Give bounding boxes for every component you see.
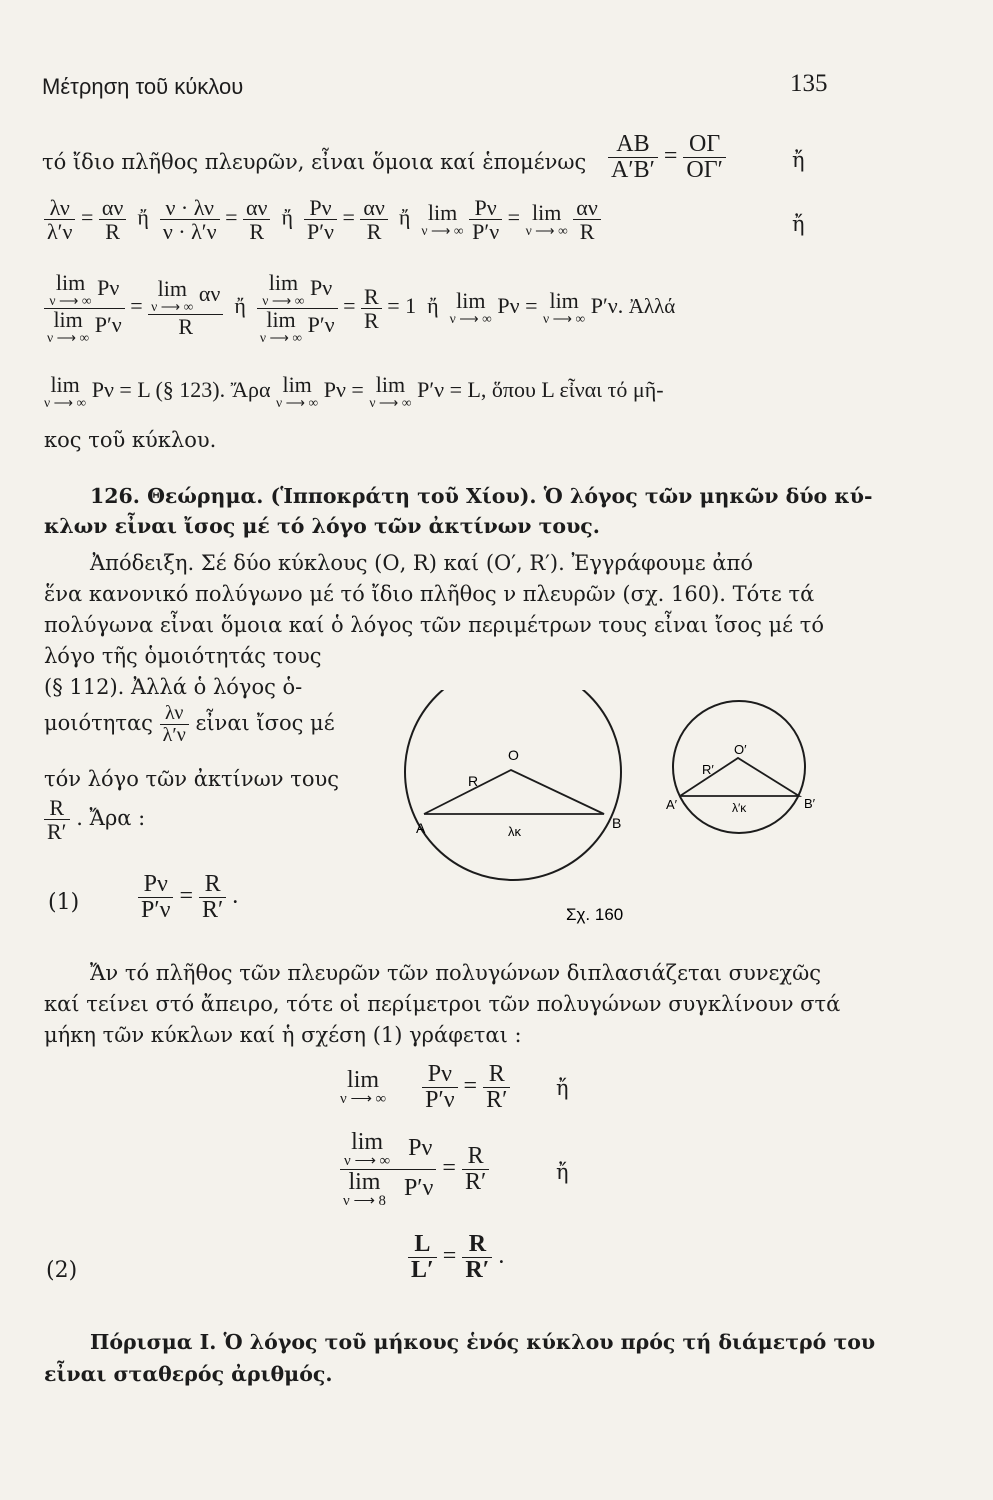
equation-3 <box>340 1062 510 1113</box>
frac-den: R <box>366 219 382 245</box>
chord-triangle <box>424 770 604 814</box>
lim-word: lim <box>456 288 486 314</box>
p-nu: Pν <box>497 293 520 319</box>
or-word: ἤ <box>792 212 805 236</box>
frac-den: P′ν <box>307 311 335 337</box>
frac-num: Pν <box>97 274 120 300</box>
text-line-5: κος τοῦ κύκλου. <box>44 428 217 452</box>
limit-arrow: ν ⟶ ∞ <box>151 299 194 315</box>
page-number: 135 <box>790 70 828 97</box>
frac-den: P′ν <box>94 311 122 337</box>
frac-den: R <box>178 313 194 339</box>
text-line-1 <box>42 150 586 174</box>
frac-den: R′ <box>486 1087 508 1114</box>
frac-num: αν <box>576 195 598 220</box>
frac-den: P′ν <box>403 1174 434 1201</box>
label-o-prime: O′ <box>734 742 747 757</box>
frac-den: R <box>105 219 120 245</box>
frac-num: AB <box>616 131 650 157</box>
frac-den: λ′ν <box>162 724 186 746</box>
para2-line-1: Ἄν τό πλῆθος τῶν πλευρῶν τῶν πολυγώνων διπλασιάζεται συνεχῶς <box>90 961 822 985</box>
theorem-heading: 126. Θεώρημα. (Ἱπποκράτη τοῦ Χίου). Ὁ λόγος τῶν μηκῶν δύο κύ- <box>90 484 873 508</box>
frac-num: R <box>204 871 221 897</box>
lim-word: lim <box>532 199 562 225</box>
proof-line-1: Ἀπόδειξη. Σέ δύο κύκλους (Ο, R) καί (Ο′, R′). Ἐγγράφουμε ἀπό <box>90 551 753 575</box>
frac-den: R′ <box>464 1168 487 1195</box>
frac-num: ν · λν <box>165 195 214 220</box>
frac-den: L′ <box>411 1257 434 1284</box>
proof-line-3: πολύγωνα εἶναι ὅμοια καί ὁ λόγος τῶν περιμέτρων τους εἶναι ἴσος μέ τό <box>44 613 824 637</box>
running-header-title: Μέτρηση τοῦ κύκλου <box>42 74 244 99</box>
label-r-prime: R′ <box>702 762 714 777</box>
theorem-heading-cont: κλων εἶναι ἴσος μέ τό λόγο τῶν ἀκτίνων τους. <box>44 514 600 538</box>
equals-one: = 1 <box>387 293 417 319</box>
proof-line-6 <box>44 703 335 746</box>
or-word: ἤ <box>281 204 293 230</box>
limit-arrow: ν ⟶ ∞ <box>525 222 568 238</box>
lim-word: lim <box>427 199 458 225</box>
equals-sign: = <box>507 204 521 230</box>
line-4-text-b: Pν = <box>323 376 364 402</box>
equation-2 <box>408 1232 504 1283</box>
para2-line-3: μήκη τῶν κύκλων καί ἡ σχέση (1) γράφεται : <box>44 1023 522 1047</box>
line-4-text-a: Pν = L (§ 123). Ἄρα <box>91 376 271 402</box>
frac-num: Pν <box>309 195 332 220</box>
equals-sign: = <box>80 204 94 230</box>
frac-num: R <box>49 795 65 820</box>
lim-word: lim <box>348 1168 381 1195</box>
period: . <box>498 1243 505 1270</box>
lim-word: lim <box>268 270 299 295</box>
frac-num: λν <box>165 702 184 724</box>
frac-num: Pν <box>474 195 497 220</box>
limit-arrow: ν ⟶ ∞ <box>344 1153 391 1169</box>
lim-word: lim <box>351 1129 384 1155</box>
limit-arrow: ν ⟶ ∞ <box>49 293 92 308</box>
frac-num: αν <box>245 195 268 220</box>
limit-arrow: ν ⟶ ∞ <box>259 329 303 345</box>
label-a: A <box>416 820 426 836</box>
equals-sign: = <box>343 293 356 319</box>
proof-line-5: (§ 112). Ἀλλά ὁ λόγος ὁ- <box>44 675 303 699</box>
limit-arrow: ν ⟶ ∞ <box>449 311 492 327</box>
label-o: O <box>508 747 519 763</box>
formula-line-4 <box>44 374 664 410</box>
frac-num: ΟΓ <box>689 131 721 157</box>
limit-arrow: ν ⟶ ∞ <box>262 293 305 308</box>
fraction-ab-over-ab-prime <box>608 132 726 183</box>
line-4-text-c: P′ν = L, ὅπου L εἶναι τό μῆ- <box>417 376 664 402</box>
lim-word: lim <box>375 372 406 397</box>
frac-den: R <box>579 219 595 245</box>
frac-den: ν · λ′ν <box>162 219 217 245</box>
chord-triangle-prime <box>680 758 799 796</box>
frac-num: Pν <box>310 274 333 300</box>
period: . <box>232 883 239 910</box>
frac-num: Pν <box>143 871 168 897</box>
p-prime-nu: P′ν <box>590 293 618 319</box>
equation-1-label: (1) <box>48 890 80 915</box>
or-word: ἤ <box>556 1160 569 1184</box>
corollary-line-2: εἶναι σταθερός ἀριθμός. <box>44 1362 333 1386</box>
frac-num: R <box>468 1231 487 1257</box>
formula-line-2 <box>44 196 601 243</box>
frac-den: P′ν <box>141 897 171 924</box>
lim-word: lim <box>50 372 80 397</box>
line-1-text: τό ἴδιο πλῆθος πλευρῶν, εἶναι ὅμοια καί ἑπομένως <box>42 150 587 174</box>
equals-sign: = <box>463 1073 478 1100</box>
or-word: ἤ <box>398 204 411 230</box>
or-word: ἤ <box>427 293 439 319</box>
equation-4 <box>340 1130 489 1209</box>
label-r: R <box>468 773 479 789</box>
lim-word: lim <box>55 270 86 295</box>
lim-word: lim <box>53 306 83 332</box>
frac-num: R <box>364 283 379 309</box>
equals-sign: = <box>525 293 538 319</box>
frac-num: L <box>414 1231 431 1257</box>
frac-num: αν <box>363 195 385 220</box>
or-word: ἤ <box>556 1076 569 1100</box>
limit-arrow: ν ⟶ ∞ <box>543 311 586 327</box>
limit-arrow: ν ⟶ 8 <box>343 1192 386 1209</box>
label-lambda-k-prime: λ′κ <box>732 801 747 815</box>
alla-word: Ἀλλά <box>628 294 676 319</box>
frac-den: R <box>249 219 265 245</box>
proof-line-8-text: . Ἄρα : <box>76 806 146 831</box>
frac-den: R′ <box>47 819 67 845</box>
equals-sign: = <box>179 883 193 910</box>
frac-den: λ′ν <box>47 219 73 245</box>
equals-sign: = <box>342 204 355 230</box>
frac-num: R <box>488 1061 505 1087</box>
frac-den: A′B′ <box>611 157 655 184</box>
limit-arrow: ν ⟶ ∞ <box>276 395 319 410</box>
or-word: ἤ <box>792 148 805 172</box>
frac-num: Pν <box>427 1061 452 1087</box>
frac-den: R <box>364 307 379 333</box>
or-word: ἤ <box>137 204 149 230</box>
equation-1 <box>138 872 238 923</box>
frac-num: Pν <box>408 1134 433 1161</box>
frac-num: R <box>467 1142 484 1169</box>
equation-2-label: (2) <box>46 1258 78 1283</box>
label-b: B <box>612 815 622 831</box>
equals-sign: = <box>663 143 678 170</box>
frac-den: ΟΓ′ <box>686 157 723 184</box>
corollary-line-1: Πόρισμα Ι. Ὁ λόγος τοῦ μήκους ἑνός κύκλου πρός τή διάμετρό του <box>90 1330 876 1354</box>
figure-160 <box>396 690 846 930</box>
equals-sign: = <box>225 204 238 230</box>
frac-den: R′ <box>465 1257 490 1284</box>
limit-arrow: ν ⟶ ∞ <box>369 395 412 410</box>
limit-arrow: ν ⟶ ∞ <box>340 1091 387 1108</box>
lim-word: lim <box>549 288 579 314</box>
formula-line-3: lim ν ⟶ ∞ Pν lim ν ⟶ ∞ P′ν = lim ν ⟶ ∞ αν R ἤ lim ν ⟶ ∞ Pν lim ν ⟶ ∞ P′ν = $\frac{R}{R}$ = 1 ἤ lim ν ⟶ ∞ Pν = lim ν ⟶ ∞ P′ν. Ἀλλά <box>44 272 675 344</box>
proof-line-2: ἕνα κανονικό πολύγωνο μέ τό ἴδιο πλῆθος ν πλευρῶν (σχ. 160). Τότε τά <box>44 582 815 606</box>
or-word: ἤ <box>234 293 246 319</box>
proof-line-6-text-b: εἶναι ἴσος μέ <box>195 711 335 735</box>
proof-line-6-text: μοιότητας <box>44 711 153 735</box>
lim-word: lim <box>157 276 187 302</box>
lim-word: lim <box>266 306 296 332</box>
limit-arrow: ν ⟶ ∞ <box>44 395 87 410</box>
proof-line-7: τόν λόγο τῶν ἀκτίνων τους <box>44 767 339 791</box>
equals-sign: = <box>442 1154 456 1181</box>
equals-sign: = <box>442 1243 457 1270</box>
proof-line-4: λόγο τῆς ὁμοιότητάς τους <box>44 644 322 668</box>
limit-arrow: ν ⟶ ∞ <box>421 222 464 238</box>
frac-num: αν <box>101 195 124 220</box>
figure-caption: Σχ. 160 <box>566 905 624 924</box>
limit-arrow: ν ⟶ ∞ <box>47 329 90 345</box>
proof-line-8 <box>44 796 145 843</box>
frac-den: P′ν <box>425 1087 455 1114</box>
lim-word: lim <box>347 1067 380 1094</box>
frac-num: αν <box>198 281 221 307</box>
frac-num: λν <box>49 195 70 220</box>
frac-den: P′ν <box>472 219 500 245</box>
label-b-prime: B′ <box>804 796 816 811</box>
equals-sign: = <box>130 293 143 319</box>
frac-den: P′ν <box>306 219 334 245</box>
label-a-prime: A′ <box>666 797 678 812</box>
frac-den: R′ <box>202 897 224 924</box>
para2-line-2: καί τείνει στό ἄπειρο, τότε οἱ περίμετροι τῶν πολυγώνων συγκλίνουν στά <box>44 992 841 1016</box>
lim-word: lim <box>282 372 312 397</box>
label-lambda-k: λκ <box>508 824 521 839</box>
circle-o <box>405 690 621 880</box>
